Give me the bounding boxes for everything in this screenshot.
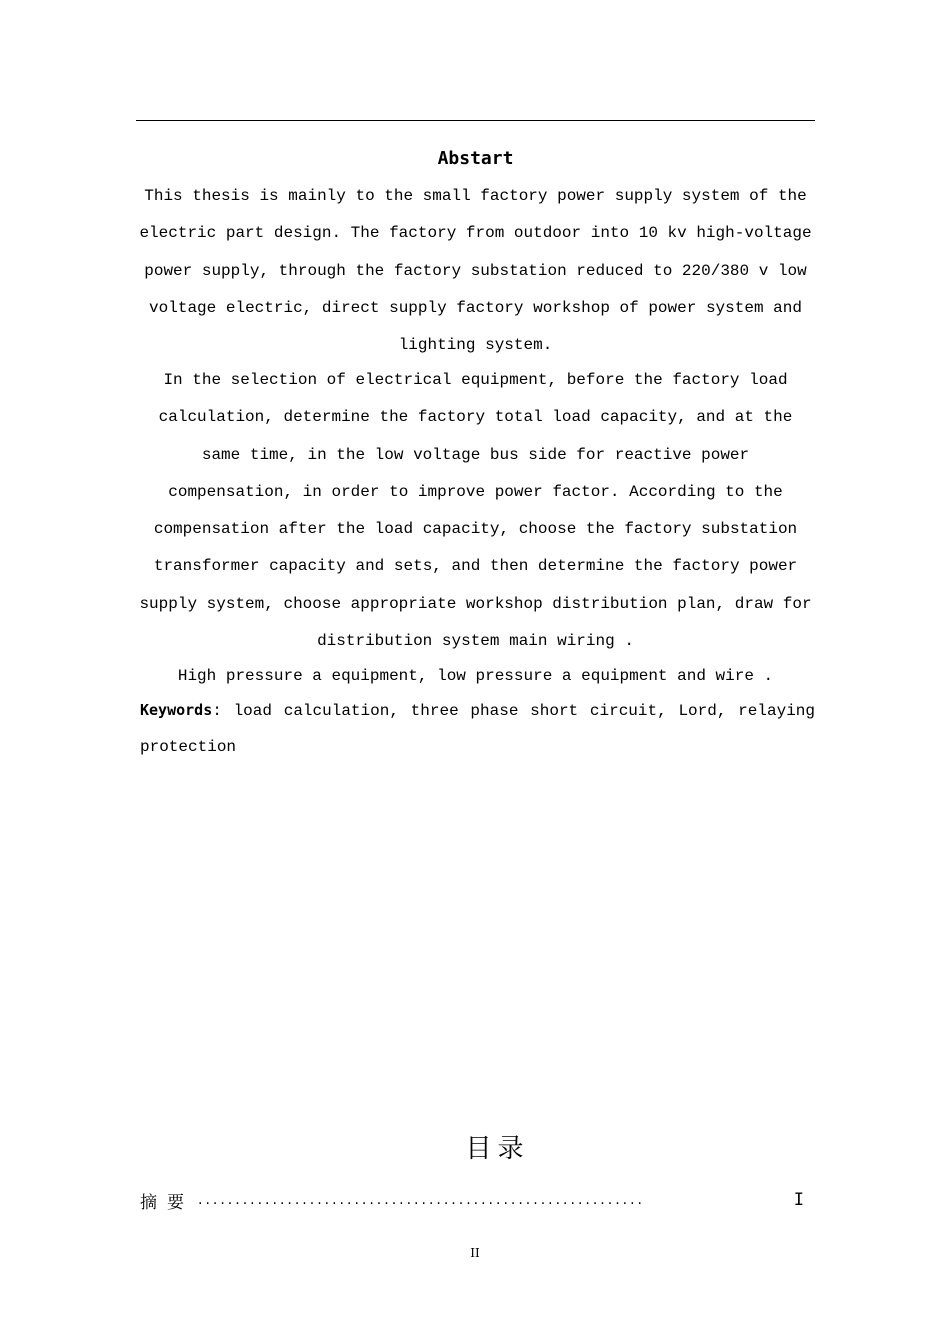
paragraph-line: voltage electric, direct supply factory workshop of power system and — [149, 298, 802, 317]
keywords-line: protection — [140, 738, 237, 757]
paragraph-line: transformer capacity and sets, and then determine the factory power — [153, 557, 798, 576]
toc-entry[interactable] — [140, 1184, 804, 1216]
toc-title: 目录 — [465, 1134, 530, 1164]
keywords-line — [140, 692, 815, 729]
paragraph-line: compensation, in order to improve power factor. According to the — [168, 482, 783, 501]
abstract-paragraph-3 — [136, 658, 815, 695]
toc-leader-dots: ............................................................ — [198, 1192, 646, 1208]
page-number: II — [470, 1246, 480, 1260]
header-rule — [136, 120, 815, 121]
keywords-text: : load calculation, three phase short circuit, Lord, relaying — [212, 702, 815, 720]
paragraph-line: In the selection of electrical equipment, before the factory load — [163, 371, 788, 389]
keywords — [140, 692, 815, 767]
paragraph-line: compensation after the load capacity, choose the factory substation — [153, 520, 798, 539]
keywords-label: Keywords — [140, 701, 213, 719]
paragraph-line: calculation, determine the factory total load capacity, and at the — [158, 408, 793, 427]
abstract-paragraph-2 — [136, 362, 815, 660]
abstract-paragraph-1 — [136, 178, 815, 364]
abstract-title: Abstart — [437, 148, 514, 169]
paragraph-line: same time, in the low voltage bus side for reactive power — [201, 445, 750, 464]
paragraph-line: power supply, through the factory substation reduced to 220/380 v low — [144, 261, 807, 280]
paragraph-line: electric part design. The factory from outdoor into 10 kv high-voltage — [139, 224, 812, 243]
paragraph-line: supply system, choose appropriate workshop distribution plan, draw for — [139, 594, 812, 613]
toc-entry-label: 摘要 — [140, 1192, 194, 1213]
toc-entry-page: I — [793, 1190, 804, 1210]
paragraph-line: distribution system main wiring . — [317, 632, 634, 651]
paragraph-line: This thesis is mainly to the small factory power supply system of the — [144, 187, 807, 205]
paragraph-line: High pressure a equipment, low pressure a equipment and wire . — [177, 667, 774, 685]
paragraph-line: lighting system. — [398, 336, 553, 355]
